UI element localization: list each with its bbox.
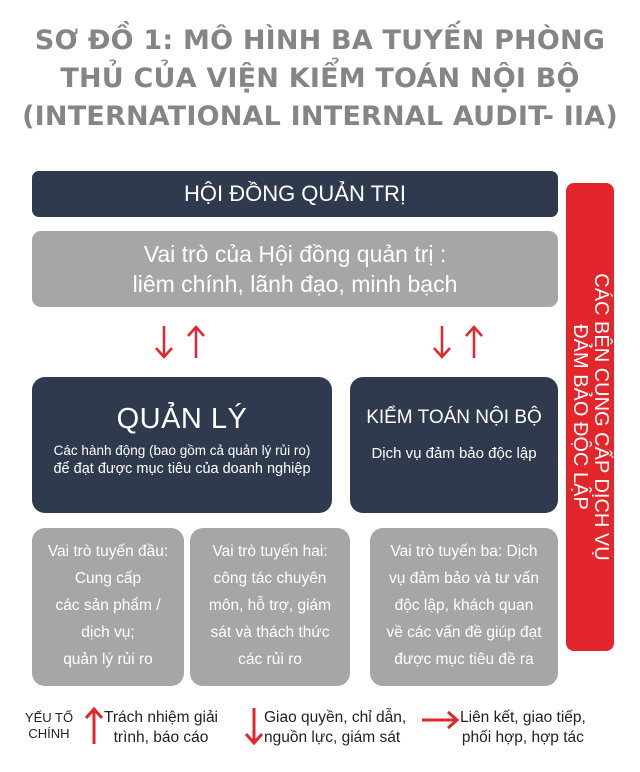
legend-title-line-2: CHÍNH bbox=[28, 726, 70, 741]
internal-audit-box bbox=[350, 377, 558, 513]
down-arrow-icon bbox=[152, 322, 176, 362]
management-board-arrows bbox=[152, 322, 208, 362]
board-of-directors-box bbox=[32, 171, 558, 217]
up-arrow-icon bbox=[184, 322, 208, 362]
title-line-1: SƠ ĐỒ 1: MÔ HÌNH BA TUYẾN PHÒNG bbox=[34, 25, 606, 56]
legend-right-line-1: Liên kết, giao tiếp, bbox=[460, 709, 586, 726]
first-line-text: quản lý rủi ro bbox=[63, 651, 153, 668]
legend-right-line-2: phối hợp, hợp tác bbox=[461, 729, 584, 746]
legend-right-text bbox=[460, 708, 586, 748]
board-label: HỘI ĐỒNG QUẢN TRỊ bbox=[183, 181, 407, 206]
first-line-text: các sản phẩm / bbox=[55, 597, 161, 614]
diagram-title bbox=[0, 22, 640, 136]
legend-down-line-1: Giao quyền, chỉ dẫn, bbox=[264, 709, 407, 726]
legend-up-line-1: Trách nhiệm giải bbox=[104, 709, 219, 726]
internal-audit-heading: KIỂM TOÁN NỘI BỘ bbox=[366, 407, 542, 428]
third-line-text: được mục tiêu đề ra bbox=[394, 651, 534, 668]
legend-up-text bbox=[104, 708, 218, 748]
board-role-line-1: Vai trò của Hội đồng quản trị : bbox=[143, 241, 447, 267]
second-line-text: công tác chuyên bbox=[213, 570, 327, 587]
board-role-box bbox=[32, 231, 558, 307]
up-arrow-icon bbox=[462, 322, 486, 362]
legend-right-arrow-icon bbox=[420, 710, 460, 730]
first-line-text: Cung cấp bbox=[74, 570, 142, 587]
first-line-text: Vai trò tuyến đầu: bbox=[47, 543, 169, 560]
external-label-line-2: ĐẢM BẢO ĐỘC LẬP bbox=[569, 324, 591, 510]
management-box bbox=[32, 377, 332, 513]
external-assurance-label bbox=[569, 187, 611, 647]
board-role-line-2: liêm chính, lãnh đạo, minh bạch bbox=[132, 271, 458, 297]
legend-up-line-2: trình, báo cáo bbox=[113, 729, 209, 746]
title-line-2: THỦ CỦA VIỆN KIỂM TOÁN NỘI BỘ bbox=[60, 63, 580, 94]
third-line-text: vụ đảm bảo và tư vấn bbox=[389, 570, 539, 587]
legend-title bbox=[14, 710, 84, 742]
third-line-text: Vai trò tuyến ba: Dịch bbox=[390, 543, 538, 560]
first-line-text: dịch vụ; bbox=[81, 624, 135, 641]
management-desc-line-2: để đạt được mục tiêu của doanh nghiệp bbox=[53, 461, 311, 477]
legend-title-line-1: YẾU TỐ bbox=[24, 710, 74, 725]
external-assurance-providers-box bbox=[566, 183, 614, 651]
management-heading: QUẢN LÝ bbox=[116, 403, 248, 435]
legend-down-line-2: nguồn lực, giám sát bbox=[264, 729, 401, 746]
first-line-role-box bbox=[32, 528, 184, 686]
third-line-text: độc lập, khách quan bbox=[394, 597, 534, 614]
second-line-text: các rủi ro bbox=[238, 651, 302, 668]
legend-up-arrow-icon bbox=[84, 706, 104, 746]
third-line-text: về các vấn đề giúp đạt bbox=[386, 624, 542, 641]
legend bbox=[0, 706, 640, 766]
third-line-role-box bbox=[370, 528, 558, 686]
second-line-text: môn, hỗ trợ, giám bbox=[208, 597, 332, 614]
down-arrow-icon bbox=[430, 322, 454, 362]
legend-down-text bbox=[264, 708, 406, 748]
second-line-text: sát và thách thức bbox=[210, 624, 330, 641]
internal-audit-desc: Dịch vụ đảm bảo độc lập bbox=[371, 445, 537, 462]
external-label-line-1: CÁC BÊN CUNG CẤP DỊCH VỤ bbox=[590, 273, 612, 561]
second-line-role-box bbox=[190, 528, 350, 686]
second-line-text: Vai trò tuyến hai: bbox=[212, 543, 328, 560]
audit-board-arrows bbox=[430, 322, 486, 362]
legend-down-arrow-icon bbox=[244, 706, 264, 746]
title-line-3: (INTERNATIONAL INTERNAL AUDIT- IIA) bbox=[22, 101, 618, 132]
management-desc-line-1: Các hành động (bao gồm cả quản lý rủi ro) bbox=[53, 443, 311, 458]
